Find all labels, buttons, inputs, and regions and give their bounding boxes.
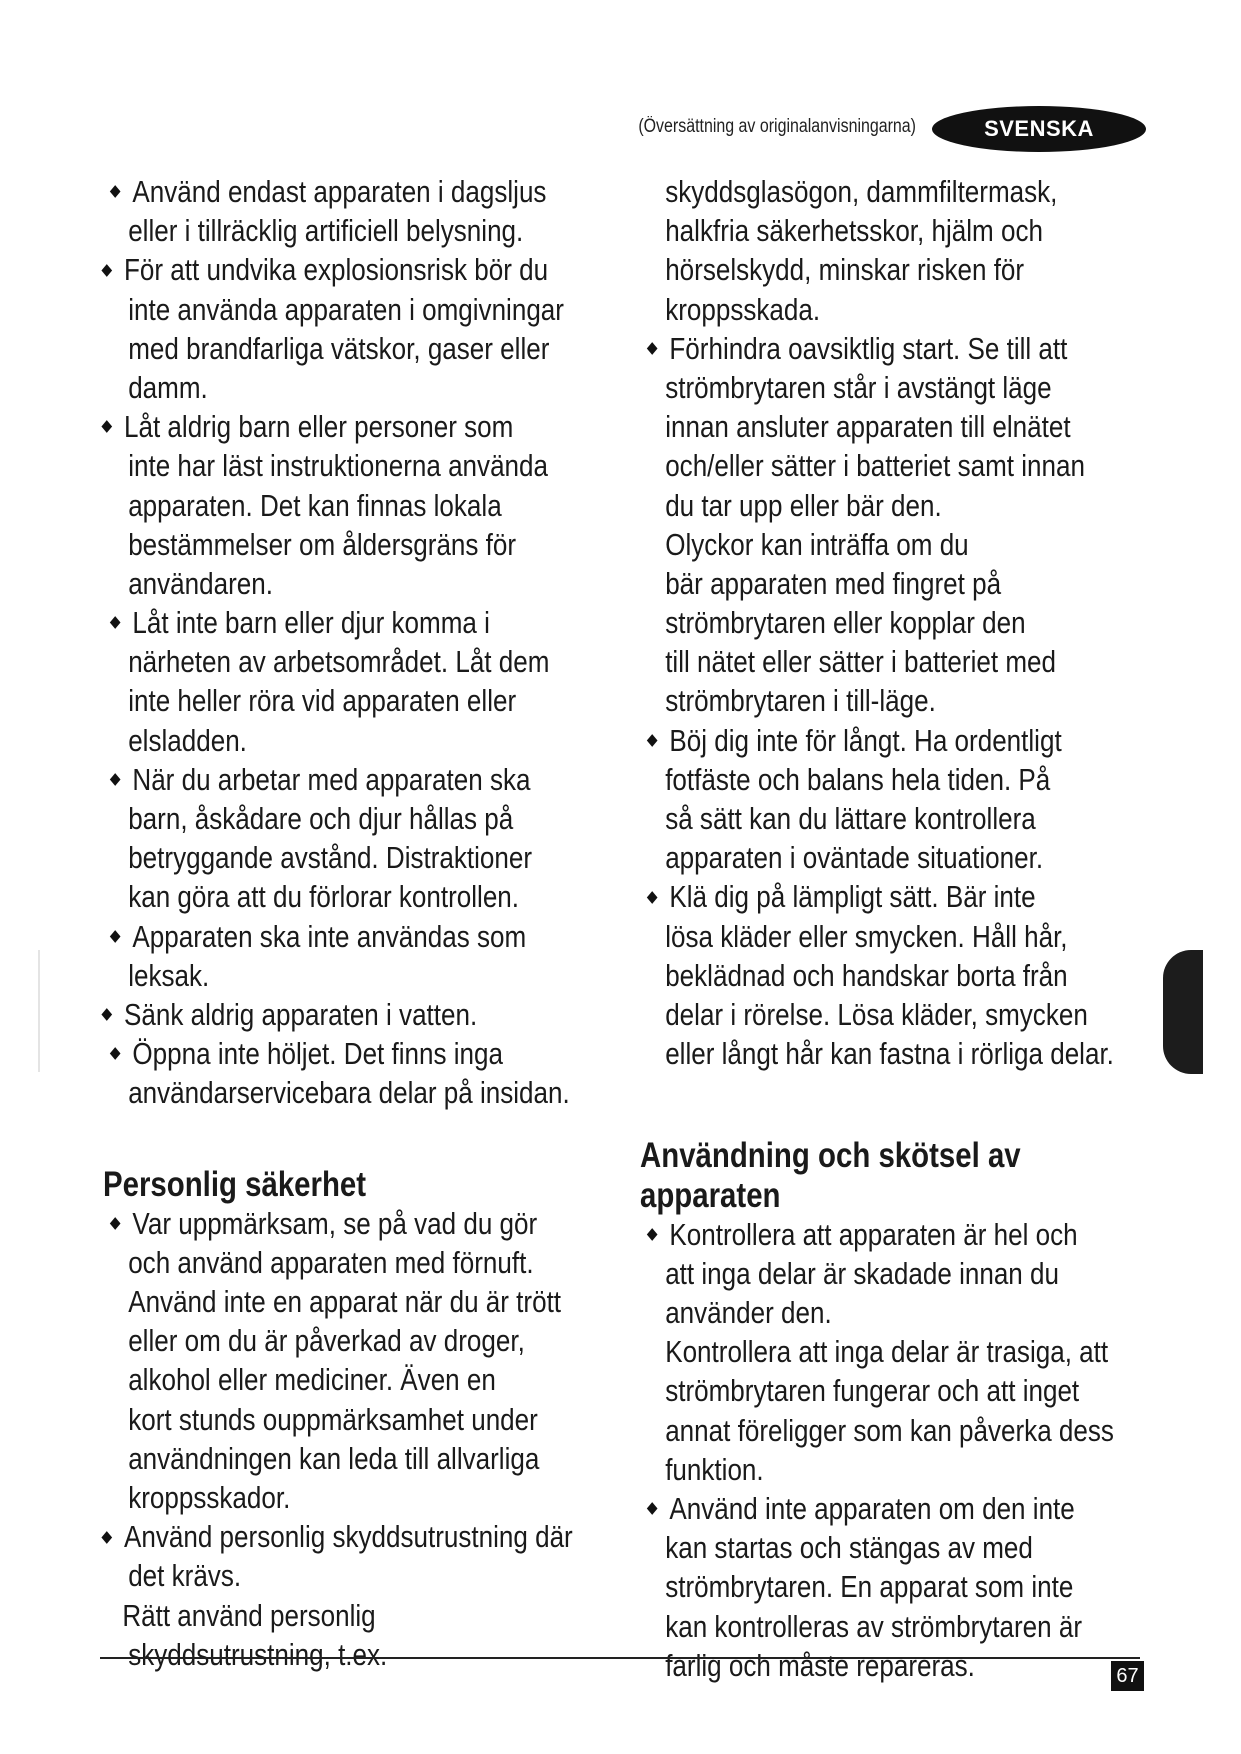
bullet-icon [101,421,112,434]
bullet-line: För att undvika explosionsrisk bör du [103,250,573,289]
bullet-icon [647,1502,658,1515]
text-line: användningen kan leda till allvarliga [128,1440,540,1476]
text-line: betryggande avstånd. Distraktioner [128,840,533,876]
bullet-icon [110,185,121,198]
language-badge: SVENSKA [932,106,1146,152]
text-line: kan startas och stängas av med [665,1530,1033,1566]
bullet-line: Böj dig inte för långt. Ha ordentligt [640,721,1094,760]
text-line: Kontrollera att inga delar är trasiga, att [665,1334,1109,1370]
bullet-line: Använd inte apparaten om den inte [640,1489,1094,1528]
bullet-line: Använd endast apparaten i dagsljus [103,172,573,211]
bullet-icon [101,264,112,277]
bullet-line: Förhindra oavsiktlig start. Se till att [640,329,1094,368]
text-line: hörselskydd, minskar risken för [665,252,1025,288]
bullet-line: Apparaten ska inte användas som [103,917,573,956]
text-line: du tar upp eller bär den. [665,487,942,523]
text-line: barn, åskådare och djur hållas på [128,801,514,836]
text-line: till nätet eller sätter i batteriet med [665,644,1056,680]
bullet-icon [110,617,121,630]
personal-safety-heading: Personlig säkerhet [103,1164,367,1204]
bullet-icon [647,342,658,355]
text-line: alkohol eller mediciner. Även en [128,1362,496,1398]
text-line: leksak. [128,957,210,993]
bullet-icon [647,734,658,747]
text-line: bestämmelser om åldersgräns för [128,526,517,562]
text-line: funktion. [665,1451,764,1487]
bullet-icon [647,891,658,904]
text-line: närheten av arbetsområdet. Låt dem [128,644,550,680]
text-line: det krävs. [128,1558,242,1594]
bullet-icon [110,773,121,786]
translation-note: (Översättning av originalanvisningarna) [638,116,916,137]
text-line: inte använda apparaten i omgivningar [128,291,564,327]
text-line: apparaten. Det kan finnas lokala [128,487,502,523]
text-line: eller långt hår kan fastna i rörliga delar. [665,1036,1114,1072]
bullet-icon [647,1228,658,1241]
bullet-line: Kontrollera att apparaten är hel och [640,1215,1094,1254]
left-column [103,172,663,1674]
right-column [640,172,1180,1685]
text-line: använder den. [665,1295,832,1331]
text-line: delar i rörelse. Lösa kläder, smycken [665,996,1088,1032]
text-line: strömbrytaren fungerar och att inget [665,1373,1080,1409]
text-line: strömbrytaren står i avstängt läge [665,369,1052,405]
text-line: att inga delar är skadade innan du [665,1255,1059,1291]
usage-heading-line-2: apparaten [640,1175,781,1215]
text-line: inte heller röra vid apparaten eller [128,683,517,719]
text-line: användaren. [128,565,273,601]
text-line: kan kontrolleras av strömbrytaren är [665,1608,1083,1644]
bullet-line: Sänk aldrig apparaten i vatten. [103,995,573,1034]
text-line: fotfäste och balans hela tiden. På [665,761,1051,797]
bullet-line: Var uppmärksam, se på vad du gör [103,1204,573,1243]
text-line: kort stunds ouppmärksamhet under [128,1401,538,1437]
text-line: eller om du är påverkad av droger, [128,1323,525,1359]
text-line: strömbrytaren. En apparat som inte [665,1569,1074,1605]
text-line: användarservicebara delar på insidan. [128,1075,570,1111]
usage-heading-line-1: Användning och skötsel av [640,1136,1021,1176]
text-line: strömbrytaren i till-läge. [665,683,936,719]
text-line: Olyckor kan inträffa om du [665,526,969,562]
bullet-icon [110,930,121,943]
text-line: Rätt använd personlig [122,1597,376,1633]
text-line: elsladden. [128,722,247,758]
bullet-line: Klä dig på lämpligt sätt. Bär inte [640,877,1094,916]
text-line: eller i tillräcklig artificiell belysning. [128,213,524,249]
text-line: och/eller sätter i batteriet samt innan [665,448,1085,484]
text-line: damm. [128,369,208,405]
text-line: apparaten i oväntade situationer. [665,840,1044,876]
text-line: kroppsskada. [665,291,821,327]
text-line: kroppsskador. [128,1480,291,1515]
text-line: lösa kläder eller smycken. Håll hår, [665,918,1068,954]
bullet-line: Använd personlig skyddsutrustning där [103,1517,573,1556]
scan-edge-mark [38,950,40,1072]
bullet-icon [110,1217,121,1230]
text-line: så sätt kan du lättare kontrollera [665,801,1036,836]
text-line: Använd inte en apparat när du är trött [128,1284,562,1320]
text-line: bär apparaten med fingret på [665,565,1002,601]
text-line: skyddsutrustning, t.ex. [128,1636,388,1672]
text-line: skyddsglasögon, dammfiltermask, [665,174,1058,209]
text-line: kan göra att du förlorar kontrollen. [128,879,520,915]
text-line: beklädnad och handskar borta från [665,957,1068,993]
text-line: halkfria säkerhetsskor, hjälm och [665,213,1043,249]
text-line: inte har läst instruktionerna använda [128,448,549,484]
footer-rule [100,1657,1140,1659]
page-number: 67 [1111,1661,1144,1691]
bullet-icon [101,1008,112,1021]
bullet-line: Öppna inte höljet. Det finns inga [103,1034,573,1073]
bullet-line: Låt aldrig barn eller personer som [103,407,573,446]
bullet-icon [110,1048,121,1061]
text-line: innan ansluter apparaten till elnätet [665,409,1071,445]
text-line: annat föreligger som kan påverka dess [665,1412,1114,1448]
text-line: strömbrytaren eller kopplar den [665,605,1026,641]
text-line: och använd apparaten med förnuft. [128,1244,534,1280]
bullet-icon [101,1531,112,1544]
text-line: farlig och måste repareras. [665,1647,975,1683]
bullet-line: Låt inte barn eller djur komma i [103,603,573,642]
bullet-line: När du arbetar med apparaten ska [103,760,573,799]
text-line: med brandfarliga vätskor, gaser eller [128,330,550,366]
